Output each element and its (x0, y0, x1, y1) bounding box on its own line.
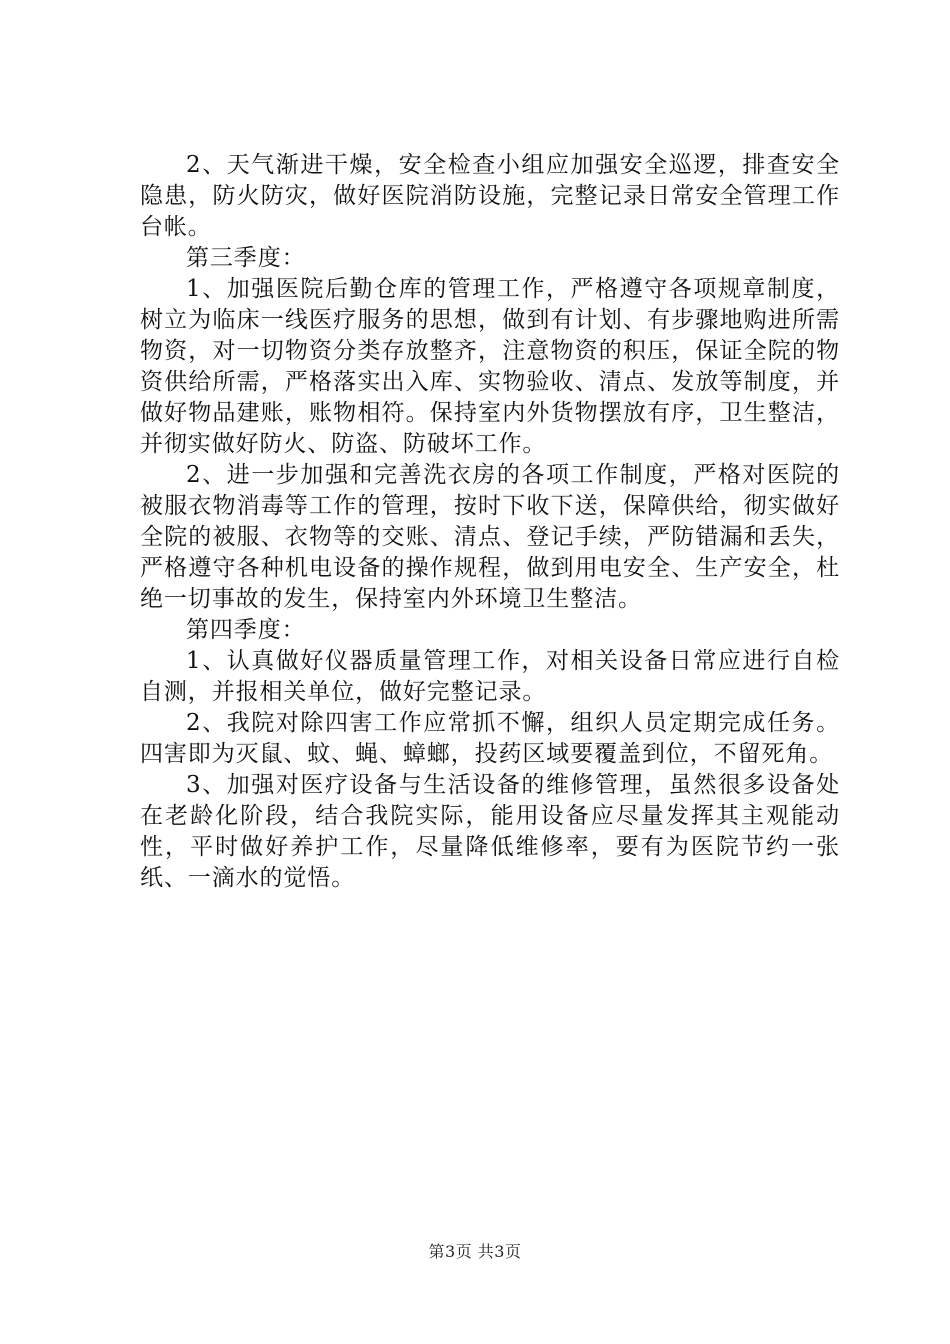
page-number-footer: 第3页 共3页 (428, 1242, 522, 1261)
paragraph-equipment-maintenance: 3、加强对医疗设备与生活设备的维修管理，虽然很多设备处在老龄化阶段，结合我院实际，能用设备应尽量发挥其主观能动性，平时做好养护工作，尽量降低维修率，要有为医院节约一张纸、一滴水的觉悟。 (140, 772, 840, 891)
paragraph-instrument-quality: 1、认真做好仪器质量管理工作，对相关设备日常应进行自检自测，并报相关单位，做好完整记录。 (140, 648, 840, 705)
paragraph-warehouse-management: 1、加强医院后勤仓库的管理工作，严格遵守各项规章制度，树立为临床一线医疗服务的思想，做到有计划、有步骤地购进所需物资，对一切物资分类存放整齐，注意物资的积压，保证全院的物资供给所需，严格落实出入库、实物验收、清点、发放等制度，并做好物品建账，账物相符。保持室内外货物摆放有序，卫生整洁，并彻实做好防火、防盗、防破坏工作。 (140, 276, 840, 457)
paragraph-safety-inspection: 2、天气渐进干燥，安全检查小组应加强安全巡逻，排查安全隐患，防火防灾，做好医院消防设施，完整记录日常安全管理工作台帐。 (140, 152, 840, 240)
paragraph-laundry-management: 2、进一步加强和完善洗衣房的各项工作制度，严格对医院的被服衣物消毒等工作的管理，按时下收下送，保障供给，彻实做好全院的被服、衣物等的交账、清点、登记手续，严防错漏和丢失，严格遵守各种机电设备的操作规程，做到用电安全、生产安全，杜绝一切事故的发生，保持室内外环境卫生整洁。 (140, 462, 840, 612)
paragraph-pest-control: 2、我院对除四害工作应常抓不懈，组织人员定期完成任务。四害即为灭鼠、蚊、蝇、蟑螂，投药区域要覆盖到位，不留死角。 (140, 710, 840, 767)
document-body (140, 150, 840, 894)
section-heading-q3: 第三季度： (186, 245, 306, 271)
section-heading-q4: 第四季度： (186, 617, 306, 643)
